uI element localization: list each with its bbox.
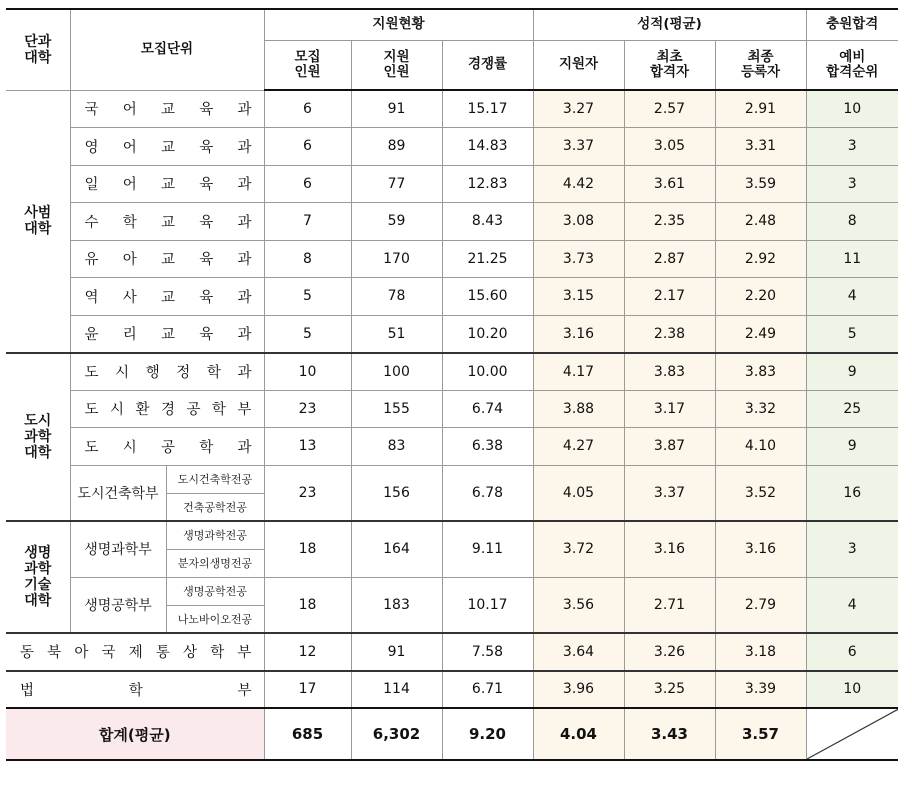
unit-name <box>71 398 264 419</box>
unit-char: 학 <box>206 365 221 381</box>
applicants-cell: 83 <box>351 428 442 466</box>
waitlist-cell: 11 <box>806 240 898 278</box>
ratio-cell: 10.00 <box>442 353 533 391</box>
header-row-1 <box>6 9 898 40</box>
unit-char: 영 <box>84 139 99 156</box>
recruit-cell: 8 <box>264 240 351 278</box>
recruit-cell: 7 <box>264 203 351 241</box>
header-status-group: 지원현황 <box>264 9 533 40</box>
ratio-cell: 9.11 <box>442 521 533 577</box>
table-row <box>6 633 898 671</box>
unit-char: 육 <box>199 177 214 194</box>
unit-char: 동 <box>20 645 35 662</box>
unit-char: 유 <box>84 252 99 269</box>
unit-cell <box>70 165 264 203</box>
applicant-grade-cell: 3.16 <box>533 315 624 353</box>
ratio-cell: 10.20 <box>442 315 533 353</box>
applicants-cell: 100 <box>351 353 442 391</box>
applicant-grade-cell: 3.27 <box>533 90 624 128</box>
unit-char: 경 <box>160 402 175 419</box>
table-row <box>6 671 898 709</box>
applicants-cell: 183 <box>351 577 442 633</box>
final-reg-grade-cell: 2.79 <box>715 577 806 633</box>
major-name: 건축공학전공 <box>166 493 264 521</box>
waitlist-cell: 10 <box>806 90 898 128</box>
table-row <box>6 203 898 241</box>
unit-char: 리 <box>122 327 137 343</box>
applicants-cell: 164 <box>351 521 442 577</box>
unit-char: 도 <box>84 439 99 456</box>
waitlist-cell: 3 <box>806 165 898 203</box>
first-pass-grade-cell: 2.35 <box>624 203 715 241</box>
waitlist-cell: 16 <box>806 465 898 521</box>
table-row <box>6 390 898 428</box>
applicants-cell: 78 <box>351 278 442 316</box>
unit-name <box>71 98 264 119</box>
unit-char: 아 <box>122 252 137 269</box>
unit-char: 제 <box>128 645 143 662</box>
unit-char: 학 <box>122 214 137 231</box>
waitlist-cell: 3 <box>806 521 898 577</box>
unit-name <box>71 248 264 269</box>
waitlist-cell: 3 <box>806 128 898 166</box>
unit-char: 도 <box>84 402 99 419</box>
header-first-pass: 최초 합격자 <box>624 40 715 90</box>
unit-char: 상 <box>183 645 198 662</box>
first-pass-grade-cell: 2.17 <box>624 278 715 316</box>
final-reg-grade-cell: 2.49 <box>715 315 806 353</box>
major-name: 나노바이오전공 <box>166 605 264 633</box>
applicant-grade-cell: 3.72 <box>533 521 624 577</box>
recruit-cell: 23 <box>264 390 351 428</box>
table-row <box>6 428 898 466</box>
final-reg-grade-cell: 3.52 <box>715 465 806 521</box>
final-reg-grade-cell: 3.18 <box>715 633 806 671</box>
unit-name: 생명공학부 <box>70 577 166 633</box>
ratio-cell: 15.17 <box>442 90 533 128</box>
header-college: 단과 대학 <box>6 9 70 90</box>
final-reg-grade-cell: 4.10 <box>715 428 806 466</box>
final-reg-grade-cell: 2.92 <box>715 240 806 278</box>
header-grade-group: 성적(평균) <box>533 9 806 40</box>
applicant-grade-cell: 4.05 <box>533 465 624 521</box>
recruit-cell: 6 <box>264 128 351 166</box>
unit-char: 교 <box>160 289 175 306</box>
final-reg-grade-cell: 2.91 <box>715 90 806 128</box>
unit-char: 환 <box>135 402 150 419</box>
recruit-cell: 13 <box>264 428 351 466</box>
unit-char: 과 <box>237 102 252 119</box>
header-final-reg: 최종 등록자 <box>715 40 806 90</box>
unit-char: 학 <box>199 439 214 456</box>
unit-cell <box>70 353 264 391</box>
unit-name: 생명과학부 <box>70 521 166 577</box>
unit-char: 행 <box>145 365 160 381</box>
unit-char: 과 <box>237 327 252 343</box>
header-extra-group: 충원합격 <box>806 9 898 40</box>
unit-char: 학 <box>210 645 225 662</box>
unit-char: 역 <box>84 289 99 306</box>
total-applicants: 6,302 <box>351 708 442 760</box>
ratio-cell: 6.78 <box>442 465 533 521</box>
college-name: 도시 과학 대학 <box>6 353 70 522</box>
applicant-grade-cell: 3.96 <box>533 671 624 709</box>
unit-char: 육 <box>199 139 214 156</box>
college-name: 사범 대학 <box>6 90 70 353</box>
unit-name <box>71 136 264 157</box>
table-row <box>6 240 898 278</box>
ratio-cell: 6.71 <box>442 671 533 709</box>
unit-cell <box>70 240 264 278</box>
table-row <box>6 353 898 391</box>
unit-char: 국 <box>84 102 99 119</box>
ratio-cell: 21.25 <box>442 240 533 278</box>
recruit-cell: 12 <box>264 633 351 671</box>
first-pass-grade-cell: 3.25 <box>624 671 715 709</box>
unit-char: 법 <box>20 682 35 699</box>
ratio-cell: 10.17 <box>442 577 533 633</box>
unit-char: 과 <box>237 365 252 381</box>
unit-char: 공 <box>186 402 201 419</box>
unit-char: 과 <box>237 214 252 231</box>
applicants-cell: 77 <box>351 165 442 203</box>
unit-cell <box>70 315 264 353</box>
unit-cell <box>70 278 264 316</box>
recruit-cell: 5 <box>264 278 351 316</box>
ratio-cell: 15.60 <box>442 278 533 316</box>
diagonal-line <box>807 709 899 759</box>
unit-char: 학 <box>128 682 143 699</box>
recruit-cell: 18 <box>264 577 351 633</box>
first-pass-grade-cell: 3.05 <box>624 128 715 166</box>
college-name: 생명 과학 기술 대학 <box>6 521 70 633</box>
final-reg-grade-cell: 3.83 <box>715 353 806 391</box>
waitlist-cell: 6 <box>806 633 898 671</box>
unit-char: 부 <box>237 645 252 662</box>
unit-char: 어 <box>122 102 137 119</box>
ratio-cell: 12.83 <box>442 165 533 203</box>
header-applicants: 지원 인원 <box>351 40 442 90</box>
applicants-cell: 155 <box>351 390 442 428</box>
unit-name <box>6 679 264 700</box>
unit-char: 북 <box>47 645 62 662</box>
unit-cell <box>70 428 264 466</box>
applicant-grade-cell: 3.37 <box>533 128 624 166</box>
waitlist-cell: 9 <box>806 428 898 466</box>
waitlist-cell: 4 <box>806 278 898 316</box>
unit-char: 과 <box>237 439 252 456</box>
recruit-cell: 5 <box>264 315 351 353</box>
first-pass-grade-cell: 3.87 <box>624 428 715 466</box>
unit-cell <box>70 90 264 128</box>
unit-cell <box>6 633 264 671</box>
unit-cell <box>70 203 264 241</box>
header-applicant-grade: 지원자 <box>533 40 624 90</box>
first-pass-grade-cell: 2.57 <box>624 90 715 128</box>
unit-name <box>71 286 264 307</box>
unit-char: 어 <box>122 139 137 156</box>
header-unit: 모집단위 <box>70 9 264 90</box>
recruit-cell: 10 <box>264 353 351 391</box>
table-row <box>6 315 898 353</box>
applicants-cell: 89 <box>351 128 442 166</box>
unit-name <box>71 361 264 382</box>
table-row <box>6 165 898 203</box>
first-pass-grade-cell: 3.26 <box>624 633 715 671</box>
unit-char: 아 <box>74 645 89 662</box>
major-name: 도시건축학전공 <box>166 465 264 493</box>
applicants-cell: 91 <box>351 90 442 128</box>
total-applicant-grade: 4.04 <box>533 708 624 760</box>
unit-cell <box>6 671 264 709</box>
ratio-cell: 6.38 <box>442 428 533 466</box>
total-ratio: 9.20 <box>442 708 533 760</box>
first-pass-grade-cell: 3.37 <box>624 465 715 521</box>
final-reg-grade-cell: 2.20 <box>715 278 806 316</box>
table-row <box>6 465 898 493</box>
unit-char: 과 <box>237 289 252 306</box>
first-pass-grade-cell: 2.87 <box>624 240 715 278</box>
waitlist-cell: 10 <box>806 671 898 709</box>
empty-diagonal-cell <box>806 708 898 760</box>
ratio-cell: 14.83 <box>442 128 533 166</box>
unit-char: 과 <box>237 139 252 156</box>
applicant-grade-cell: 3.73 <box>533 240 624 278</box>
applicant-grade-cell: 4.27 <box>533 428 624 466</box>
table-row <box>6 128 898 166</box>
unit-name <box>6 641 264 662</box>
final-reg-grade-cell: 3.31 <box>715 128 806 166</box>
recruit-cell: 18 <box>264 521 351 577</box>
total-recruit: 685 <box>264 708 351 760</box>
unit-char: 학 <box>211 402 226 419</box>
unit-char: 국 <box>101 645 116 662</box>
final-reg-grade-cell: 3.32 <box>715 390 806 428</box>
recruit-cell: 23 <box>264 465 351 521</box>
final-reg-grade-cell: 2.48 <box>715 203 806 241</box>
final-reg-grade-cell: 3.39 <box>715 671 806 709</box>
waitlist-cell: 4 <box>806 577 898 633</box>
unit-char: 교 <box>160 252 175 269</box>
unit-char: 육 <box>199 327 214 343</box>
unit-char: 교 <box>160 139 175 156</box>
recruit-cell: 17 <box>264 671 351 709</box>
header-ratio: 경쟁률 <box>442 40 533 90</box>
applicants-cell: 156 <box>351 465 442 521</box>
unit-name <box>71 436 264 457</box>
ratio-cell: 6.74 <box>442 390 533 428</box>
unit-name <box>71 173 264 194</box>
table-row <box>6 521 898 549</box>
table-row <box>6 90 898 128</box>
total-final-reg-grade: 3.57 <box>715 708 806 760</box>
final-reg-grade-cell: 3.16 <box>715 521 806 577</box>
first-pass-grade-cell: 3.17 <box>624 390 715 428</box>
major-name: 생명과학전공 <box>166 521 264 549</box>
unit-char: 시 <box>115 365 130 381</box>
waitlist-cell: 8 <box>806 203 898 241</box>
final-reg-grade-cell: 3.59 <box>715 165 806 203</box>
applicant-grade-cell: 3.64 <box>533 633 624 671</box>
unit-char: 교 <box>160 327 175 343</box>
unit-char: 육 <box>199 252 214 269</box>
applicant-grade-cell: 3.08 <box>533 203 624 241</box>
first-pass-grade-cell: 3.61 <box>624 165 715 203</box>
unit-char: 사 <box>122 289 137 306</box>
unit-char: 정 <box>176 365 191 381</box>
header-waitlist: 예비 합격순위 <box>806 40 898 90</box>
unit-char: 교 <box>160 102 175 119</box>
unit-char: 어 <box>122 177 137 194</box>
unit-char: 시 <box>109 402 124 419</box>
major-name: 분자의생명전공 <box>166 549 264 577</box>
major-name: 생명공학전공 <box>166 577 264 605</box>
waitlist-cell: 25 <box>806 390 898 428</box>
unit-cell <box>70 128 264 166</box>
applicant-grade-cell: 3.15 <box>533 278 624 316</box>
unit-cell <box>70 390 264 428</box>
unit-char: 과 <box>237 252 252 269</box>
waitlist-cell: 9 <box>806 353 898 391</box>
unit-char: 통 <box>155 645 170 662</box>
admission-results-table <box>6 8 898 761</box>
unit-char: 교 <box>160 214 175 231</box>
unit-char: 윤 <box>84 327 99 343</box>
unit-name <box>71 211 264 232</box>
applicant-grade-cell: 4.17 <box>533 353 624 391</box>
unit-char: 육 <box>199 289 214 306</box>
total-label: 합계(평균) <box>6 708 264 760</box>
unit-char: 수 <box>84 214 99 231</box>
unit-name <box>71 323 264 344</box>
applicant-grade-cell: 3.56 <box>533 577 624 633</box>
unit-name: 도시건축학부 <box>70 465 166 521</box>
table-row <box>6 577 898 605</box>
unit-char: 부 <box>237 682 252 699</box>
header-recruit: 모집 인원 <box>264 40 351 90</box>
ratio-cell: 8.43 <box>442 203 533 241</box>
unit-char: 시 <box>122 439 137 456</box>
applicants-cell: 91 <box>351 633 442 671</box>
first-pass-grade-cell: 3.16 <box>624 521 715 577</box>
total-row <box>6 708 898 760</box>
first-pass-grade-cell: 2.71 <box>624 577 715 633</box>
first-pass-grade-cell: 3.83 <box>624 353 715 391</box>
unit-char: 육 <box>199 214 214 231</box>
unit-char: 일 <box>84 177 99 194</box>
table-row <box>6 278 898 316</box>
ratio-cell: 7.58 <box>442 633 533 671</box>
recruit-cell: 6 <box>264 90 351 128</box>
total-first-pass-grade: 3.43 <box>624 708 715 760</box>
applicants-cell: 170 <box>351 240 442 278</box>
applicant-grade-cell: 4.42 <box>533 165 624 203</box>
unit-char: 교 <box>160 177 175 194</box>
applicants-cell: 114 <box>351 671 442 709</box>
unit-char: 부 <box>237 402 252 419</box>
recruit-cell: 6 <box>264 165 351 203</box>
applicants-cell: 59 <box>351 203 442 241</box>
unit-char: 과 <box>237 177 252 194</box>
unit-char: 육 <box>199 102 214 119</box>
unit-char: 공 <box>160 439 175 456</box>
applicants-cell: 51 <box>351 315 442 353</box>
waitlist-cell: 5 <box>806 315 898 353</box>
applicant-grade-cell: 3.88 <box>533 390 624 428</box>
unit-char: 도 <box>84 365 99 381</box>
first-pass-grade-cell: 2.38 <box>624 315 715 353</box>
